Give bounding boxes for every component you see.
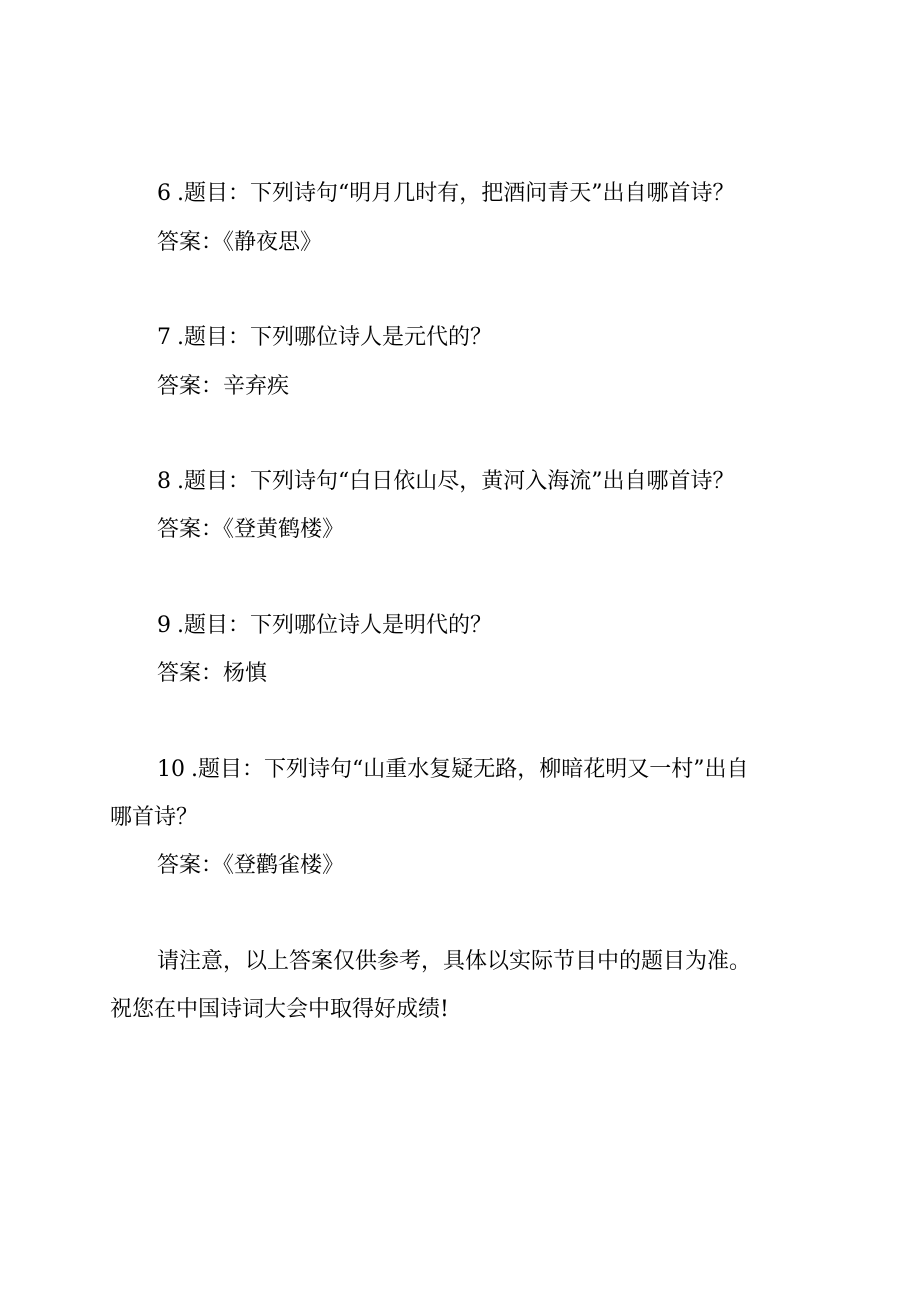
question-9 — [157, 611, 492, 641]
closing-wish: 祝您在中国诗词大会中取得好成绩! — [110, 997, 449, 1022]
question-number: 6 — [157, 181, 171, 206]
question-number: 9 — [157, 613, 171, 638]
question-text: .题目：下列诗句“白日依山尽，黄河入海流”出自哪首诗？ — [177, 469, 735, 494]
question-10 — [157, 755, 749, 785]
question-text: .题目：下列诗句“明月几时有，把酒问青天”出自哪首诗？ — [177, 181, 735, 206]
question-number: 7 — [157, 325, 171, 350]
question-10-continuation: 哪首诗？ — [110, 805, 199, 830]
closing-note: 请注意，以上答案仅供参考，具体以实际节目中的题目为准。 — [157, 949, 752, 974]
question-8 — [157, 467, 735, 497]
question-6 — [157, 179, 735, 209]
question-number: 10 — [157, 757, 185, 782]
answer-6: 答案：《静夜思》 — [157, 230, 323, 255]
answer-10: 答案：《登鹳雀楼》 — [157, 853, 345, 878]
question-text: .题目：下列哪位诗人是明代的？ — [177, 613, 492, 638]
question-7 — [157, 323, 492, 353]
question-text-line1: .题目：下列诗句“山重水复疑无路，柳暗花明又一村”出自 — [191, 757, 749, 782]
question-number: 8 — [157, 469, 171, 494]
question-text: .题目：下列哪位诗人是元代的？ — [177, 325, 492, 350]
answer-9: 答案：杨慎 — [157, 661, 268, 686]
answer-7: 答案：辛弃疾 — [157, 374, 290, 399]
answer-8: 答案：《登黄鹤楼》 — [157, 517, 345, 542]
